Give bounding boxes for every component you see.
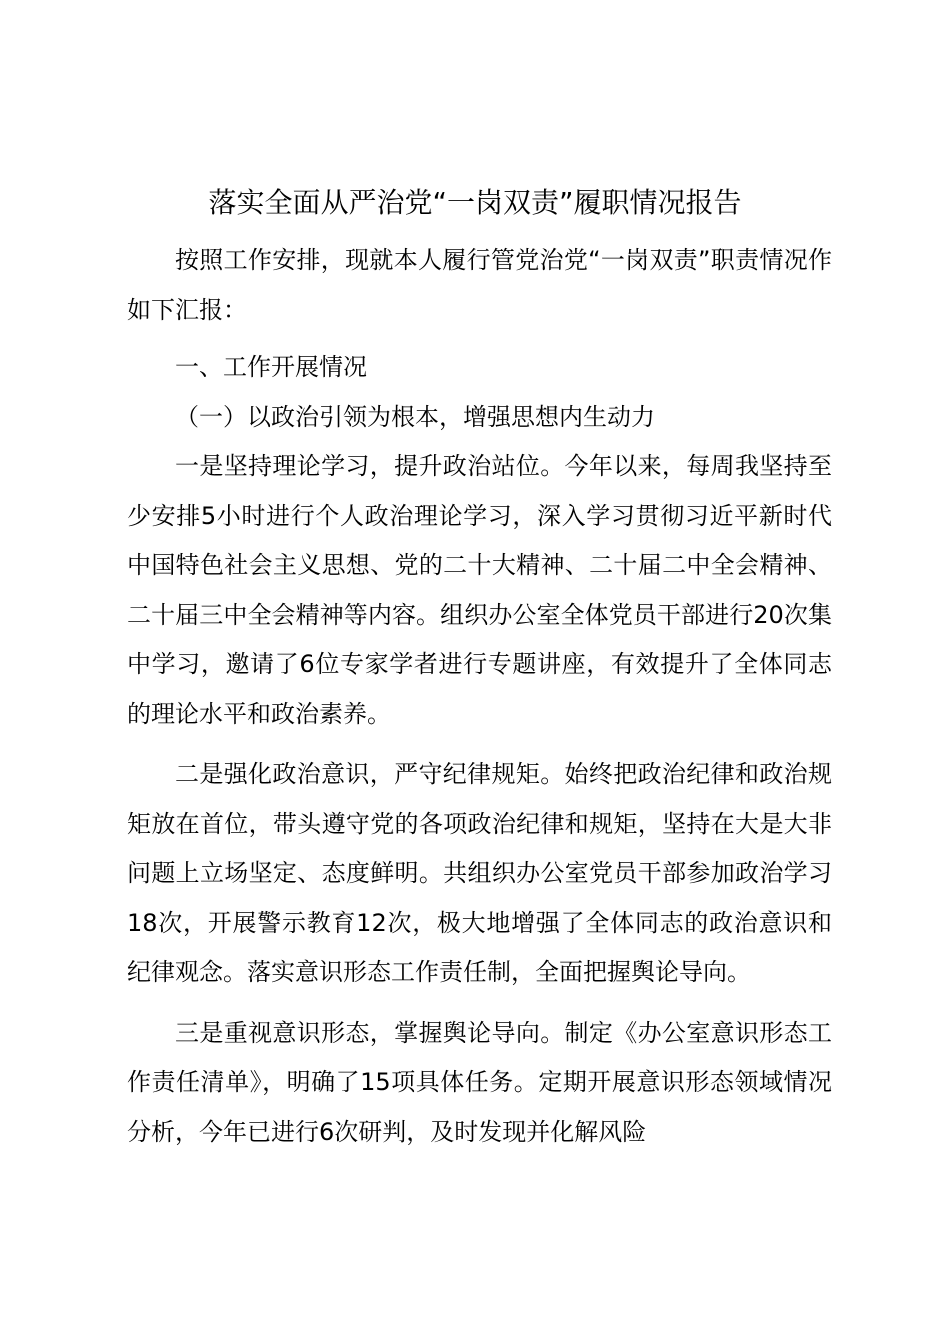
body-paragraph-1: 一是坚持理论学习，提升政治站位。今年以来，每周我坚持至少安排5小时进行个人政治理论学习，深入学习贯彻习近平新时代中国特色社会主义思想、党的二十大精神、二十届二中全会精神、二十届三中全会精神等内容。组织办公室全体党员干部进行20次集中学习，邀请了6位专家学者进行专题讲座，有效提升了全体同志的理论水平和政治素养。 — [127, 452, 832, 728]
body-paragraph-2: 二是强化政治意识，严守纪律规矩。始终把政治纪律和政治规矩放在首位，带头遵守党的各项政治纪律和规矩，坚持在大是大非问题上立场坚定、态度鲜明。共组织办公室党员干部参加政治学习18次，开展警示教育12次，极大地增强了全体同志的政治意识和纪律观念。落实意识形态工作责任制，全面把握舆论导向。 — [127, 760, 832, 986]
document-body — [127, 236, 832, 1157]
body-paragraph-3: 三是重视意识形态，掌握舆论导向。制定《办公室意识形态工作责任清单》，明确了15项具体任务。定期开展意识形态领域情况分析，今年已进行6次研判，及时发现并化解风险 — [127, 1018, 832, 1146]
document-title: 落实全面从严治党“一岗双责”履职情况报告 — [208, 186, 742, 219]
subsection-heading: （一）以政治引领为根本，增强思想内生动力 — [175, 402, 655, 431]
intro-paragraph: 按照工作安排，现就本人履行管党治党“一岗双责”职责情况作如下汇报： — [127, 246, 832, 324]
section-heading: 一、工作开展情况 — [175, 353, 367, 381]
